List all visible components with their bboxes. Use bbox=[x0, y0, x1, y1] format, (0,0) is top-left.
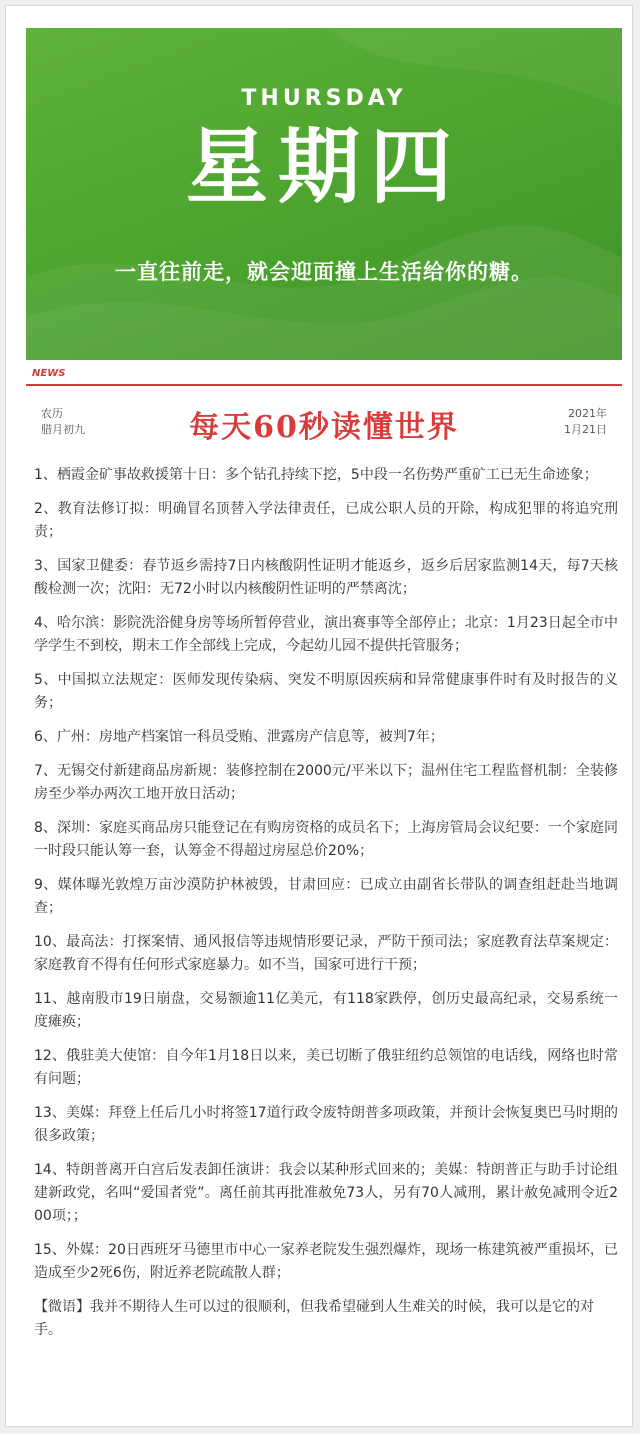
weekday-chinese: 星期四 bbox=[185, 120, 462, 215]
daily-slogan: 一直往前走，就会迎面撞上生活给你的糖。 bbox=[115, 260, 533, 284]
news-item: 2、教育法修订拟：明确冒名顶替入学法律责任，已成公职人员的开除，构成犯罪的将追究刑责； bbox=[34, 501, 618, 540]
news-item: 14、特朗普离开白宫后发表卸任演讲：我会以某种形式回来的；美媒：特朗普正与助手讨论组建新政党，名叫“爱国者党”。离任前其再批准赦免73人，另有70人减刑，累计赦免减刑令近200项；； bbox=[34, 1162, 618, 1224]
news-section-label: NEWS bbox=[32, 368, 66, 379]
news-item: 3、国家卫健委：春节返乡需持7日内核酸阴性证明才能返乡，返乡后居家监测14天，每7天核酸检测一次；沈阳：无72小时以内核酸阴性证明的严禁离沈； bbox=[34, 558, 618, 597]
news-item: 15、外媒：20日西班牙马德里市中心一家养老院发生强烈爆炸，现场一栋建筑被严重损坏，已造成至少2死6伤，附近养老院疏散人群； bbox=[34, 1242, 618, 1281]
lunar-label: 农历 bbox=[41, 407, 63, 420]
header-banner bbox=[26, 28, 622, 360]
news-item: 5、中国拟立法规定：医师发现传染病、突发不明原因疾病和异常健康事件时有及时报告的义务； bbox=[34, 672, 618, 711]
news-item: 6、广州：房地产档案馆一科员受贿、泄露房产信息等，被判7年； bbox=[34, 729, 444, 745]
date-year: 2021年 bbox=[568, 407, 607, 420]
date-day: 1月21日 bbox=[564, 423, 607, 436]
news-item: 12、俄驻美大使馆：自今年1月18日以来，美已切断了俄驻纽约总领馆的电话线，网络也时常有问题； bbox=[34, 1048, 618, 1087]
weekday-english: THURSDAY bbox=[241, 86, 407, 111]
title-row bbox=[26, 402, 622, 448]
news-list bbox=[34, 464, 618, 1356]
daily-proverb: 【微语】我并不期待人生可以过的很顺利，但我希望碰到人生难关的时候，我可以是它的对手。 bbox=[34, 1299, 594, 1338]
page-title: 每天60秒读懂世界 bbox=[189, 410, 459, 445]
page-frame bbox=[5, 5, 633, 1427]
news-item: 8、深圳：家庭买商品房只能登记在有购房资格的成员名下；上海房管局会议纪要：一个家庭同一时段只能认筹一套，认筹金不得超过房屋总价20%； bbox=[34, 820, 618, 859]
news-item: 13、美媒：拜登上任后几小时将签17道行政令废特朗普多项政策，并预计会恢复奥巴马时期的很多政策； bbox=[34, 1105, 618, 1144]
news-item: 11、越南股市19日崩盘，交易额逾11亿美元，有118家跌停，创历史最高纪录，交易系统一度瘫痪； bbox=[34, 991, 618, 1030]
news-item: 7、无锡交付新建商品房新规：装修控制在2000元/平米以下；温州住宅工程监督机制：全装修房至少举办两次工地开放日活动； bbox=[34, 763, 618, 802]
news-item: 10、最高法：打探案情、通风报信等违规情形要记录，严防干预司法；家庭教育法草案规定：家庭教育不得有任何形式家庭暴力。如不当，国家可进行干预； bbox=[34, 934, 618, 973]
lunar-day: 腊月初九 bbox=[41, 423, 85, 436]
gregorian-date bbox=[564, 406, 607, 438]
news-item: 1、栖霞金矿事故救援第十日：多个钻孔持续下挖，5中段一名伤势严重矿工已无生命迹象； bbox=[34, 467, 598, 483]
news-item: 4、哈尔滨：影院洗浴健身房等场所暂停营业，演出赛事等全部停止；北京：1月23日起全市中学学生不到校，期末工作全部线上完成，今起幼儿园不提供托管服务； bbox=[34, 615, 618, 654]
news-item: 9、媒体曝光敦煌万亩沙漠防护林被毁，甘肃回应：已成立由副省长带队的调查组赶赴当地调查； bbox=[34, 877, 618, 916]
section-divider bbox=[26, 384, 622, 386]
